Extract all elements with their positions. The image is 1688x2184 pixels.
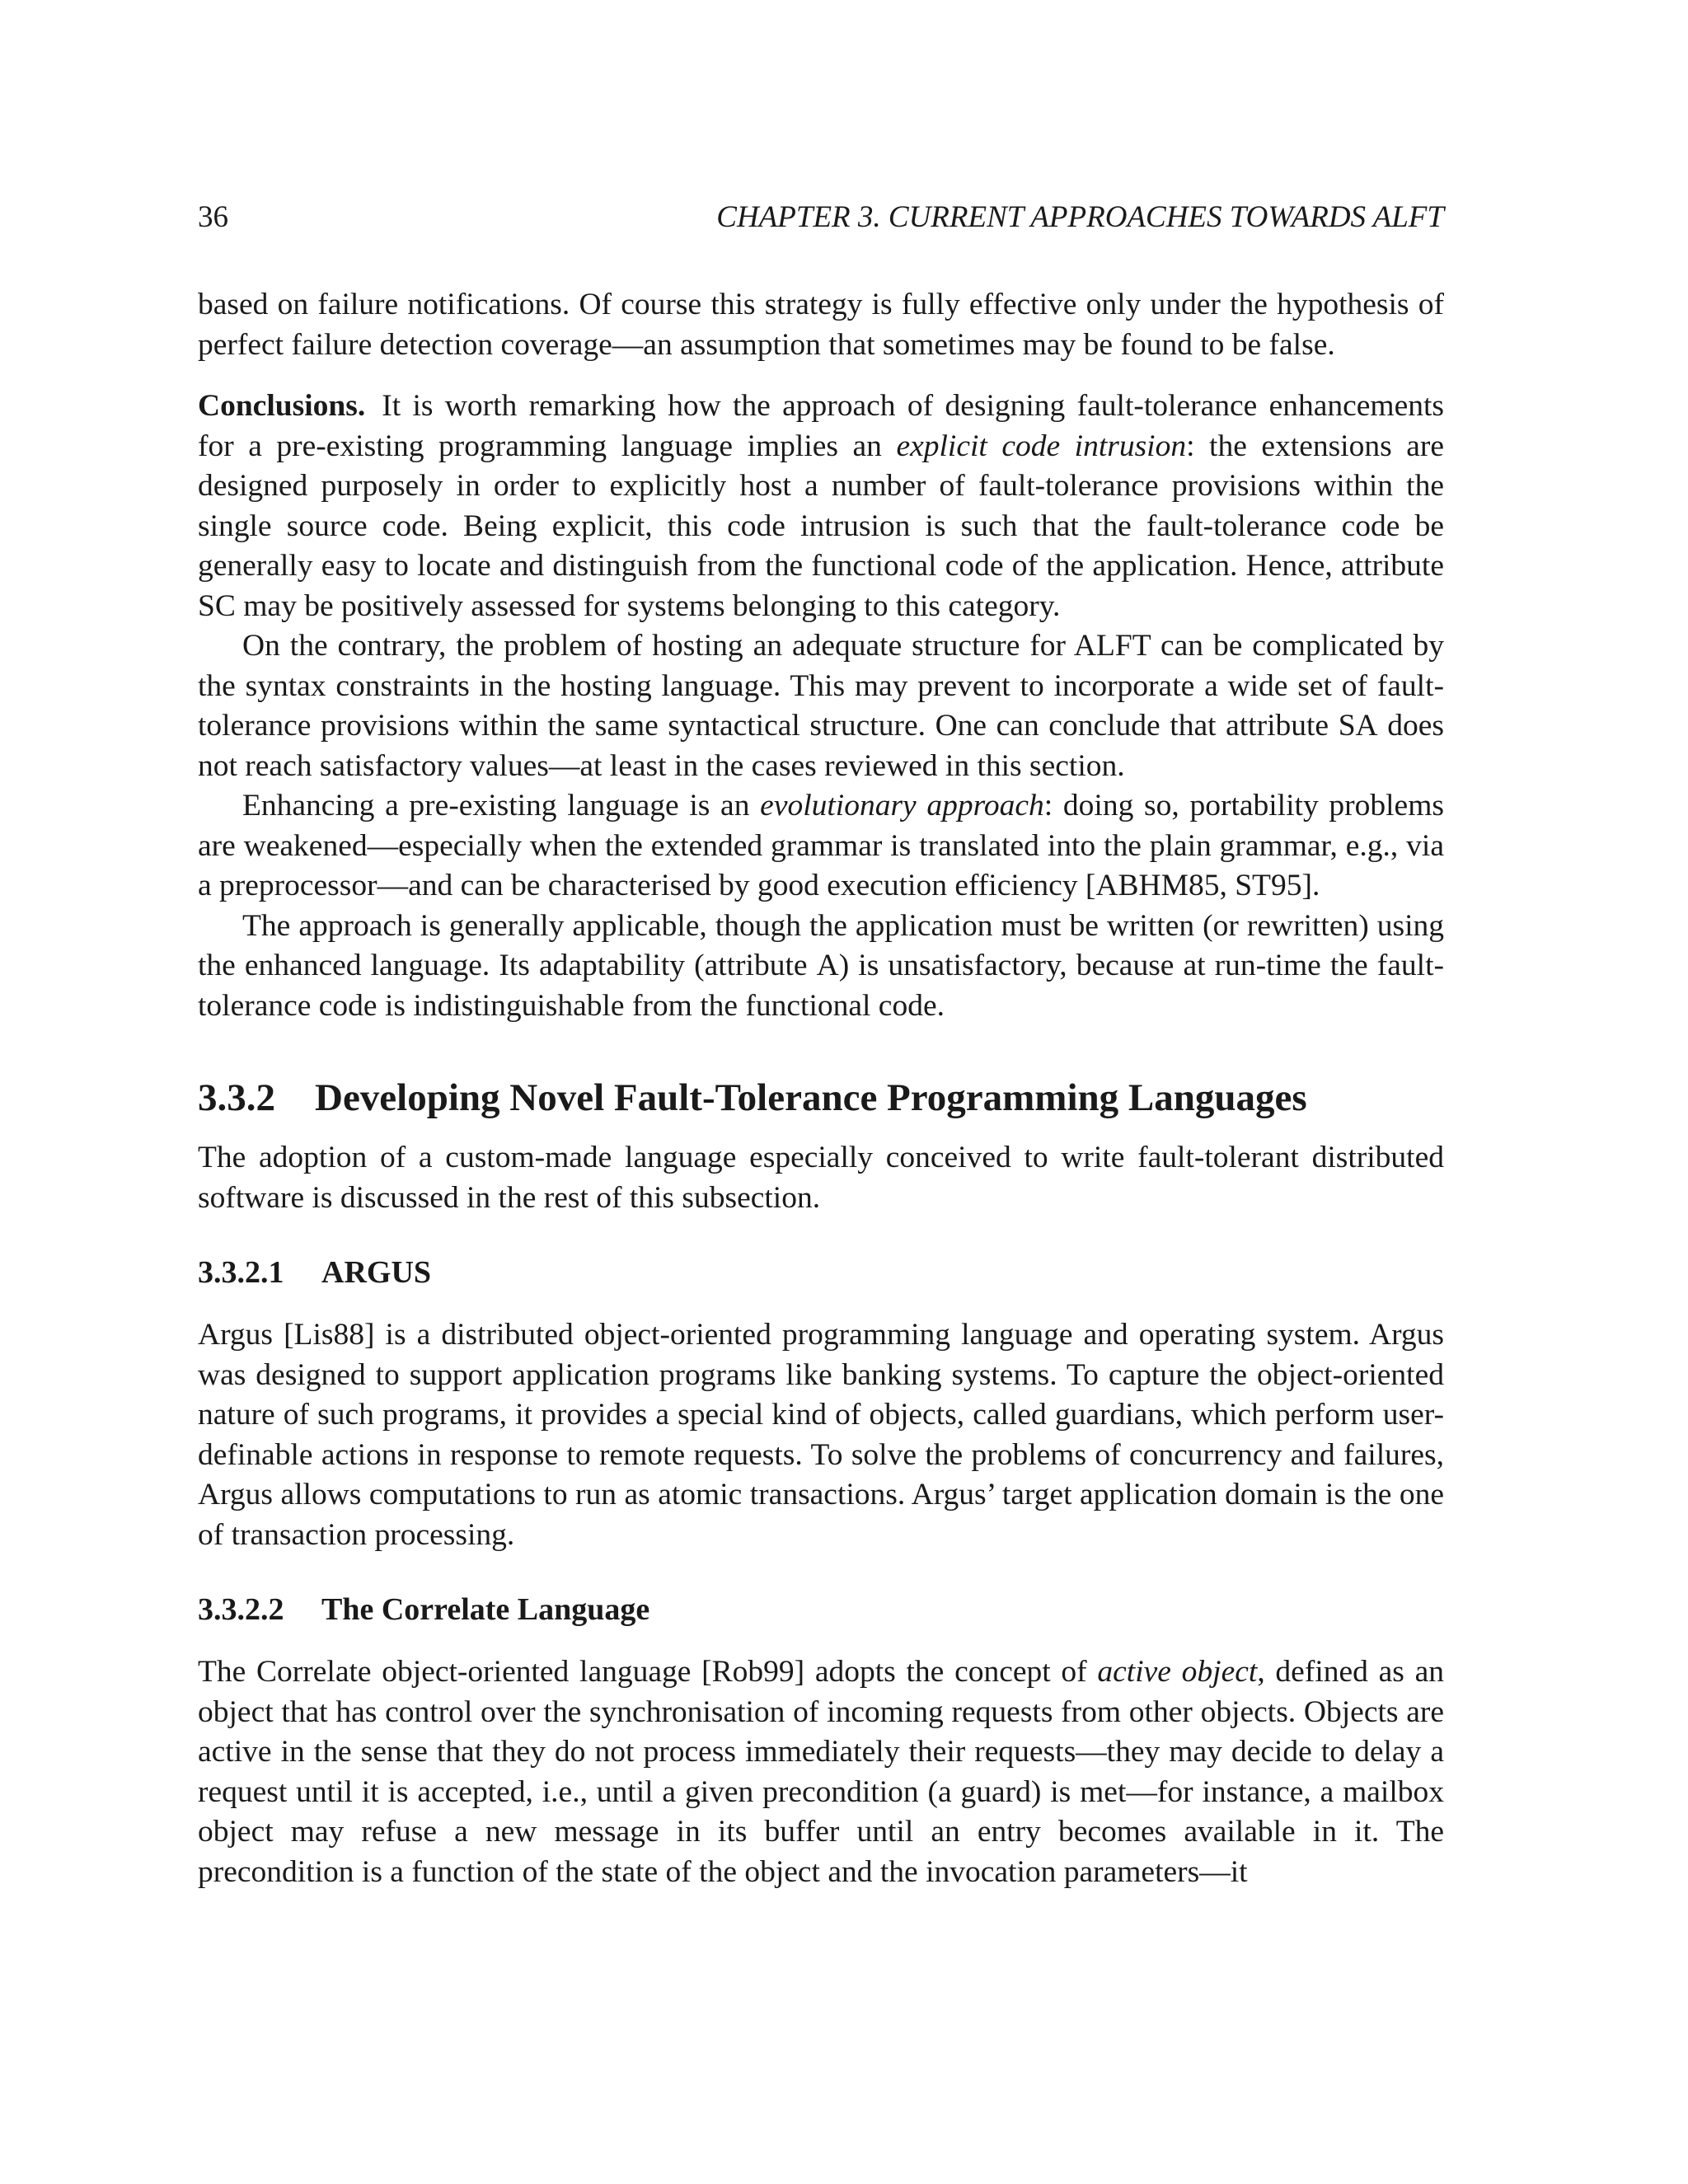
attribute-sc: SC <box>198 588 236 623</box>
section-heading-3-3-2-1 <box>198 1253 1444 1292</box>
argus-paragraph: Argus [Lis88] is a distributed object-oriented programming language and operating system. Argus was designed to support application programs like banking systems. To capture the object-oriented nature of such programs, it provides a special kind of objects, called guardians, which perform user-definable actions in response to remote requests. To solve the problems of concurrency and failures, Argus allows computations to run as atomic transactions. Argus’ target application domain is the one of transaction processing. <box>198 1318 1444 1552</box>
correlate-text-a: The Correlate object-oriented language [Rob99] adopts the concept of <box>198 1655 1098 1689</box>
section-title: Developing Novel Fault-Tolerance Programming Languages <box>315 1076 1307 1119</box>
correlate-text-b: , defined as an object that has control over the synchronisation of incoming requests from other objects. Objects are active in the sense that they do not process immediately their requests—they may decide to delay a request until it is accepted, i.e., until a given precondition (a guard) is met—for instance, a mailbox object may refuse a new message in its buffer until an entry becomes available in it. The precondition is a function of the state of the object and the invocation parameters—it <box>198 1655 1445 1889</box>
section-heading-3-3-2-2 <box>198 1590 1444 1629</box>
running-title: CHAPTER 3. CURRENT APPROACHES TOWARDS ALFT <box>716 200 1444 234</box>
conclusions-p4-a: The approach is generally applicable, though the application must be written (or rewritten) using the enhanced language. Its adaptability (attribute <box>198 908 1444 982</box>
intro-paragraph: based on failure notifications. Of course this strategy is fully effective only under the hypothesis of perfect failure detection coverage—an assumption that sometimes may be found to be false. <box>198 288 1444 362</box>
conclusions-p1-b: : the extensions are designed purposely in order to explicitly host a number of fault-tolerance provisions within the single source code. Being explicit, this code intrusion is such that the fault-tolerance code be generally easy to locate and distinguish from the functional code of the application. Hence, attribute <box>198 429 1444 583</box>
body-text <box>198 285 1444 1892</box>
section-3-3-2-paragraph: The adoption of a custom-made language especially conceived to write fault-tolerant distributed software is discussed in the rest of this subsection. <box>198 1141 1444 1215</box>
conclusions-paragraph-3 <box>198 786 1444 907</box>
subsection-number: 3.3.2.2 <box>198 1592 284 1627</box>
conclusions-p1-a: It is worth remarking how the approach of designing fault-tolerance enhancements for a pre-existing programming language implies an <box>198 389 1444 463</box>
subsection-title: ARGUS <box>321 1255 432 1290</box>
conclusions-paragraph-2 <box>198 626 1444 786</box>
conclusions-p3-emphasis: evolutionary approach <box>760 789 1044 823</box>
conclusions-p3-a: Enhancing a pre-existing language is an <box>242 789 761 823</box>
correlate-paragraph <box>198 1652 1444 1892</box>
attribute-sa: SA <box>1338 709 1378 743</box>
conclusions-p2-b: does not reach satisfactory values—at least in the cases reviewed in this section. <box>198 709 1444 783</box>
conclusions-paragraph-1 <box>198 387 1444 626</box>
conclusions-p2-a: On the contrary, the problem of hosting an adequate structure for ALFT can be complicated by the syntax constraints in the hosting language. This may prevent to incorporate a wide set of fault-tolerance provisions within the same syntactical structure. One can conclude that attribute <box>198 629 1444 743</box>
conclusions-p1-c: may be positively assessed for systems belonging to this category. <box>235 588 1061 623</box>
conclusions-heading: Conclusions. <box>198 389 366 423</box>
subsection-number: 3.3.2.1 <box>198 1255 284 1290</box>
correlate-emphasis: active object <box>1097 1655 1258 1689</box>
conclusions-paragraph-4 <box>198 907 1444 1027</box>
attribute-a: A <box>816 949 839 982</box>
conclusions-p3-b: : doing so, portability problems are weakened—especially when the extended grammar is translated into the plain grammar, e.g., via a preprocessor—and can be characterised by good execution efficiency [ABHM85, ST95]. <box>198 789 1444 902</box>
section-heading-3-3-2 <box>198 1074 1444 1122</box>
section-number: 3.3.2 <box>198 1076 275 1119</box>
conclusions-p4-b: ) is unsatisfactory, because at run-time the fault-tolerance code is indistinguishable from the functional code. <box>198 949 1444 1023</box>
conclusions-p1-emphasis: explicit code intrusion <box>896 429 1187 463</box>
running-header <box>198 199 1444 235</box>
page-number: 36 <box>198 200 228 234</box>
subsection-title: The Correlate Language <box>321 1592 650 1627</box>
